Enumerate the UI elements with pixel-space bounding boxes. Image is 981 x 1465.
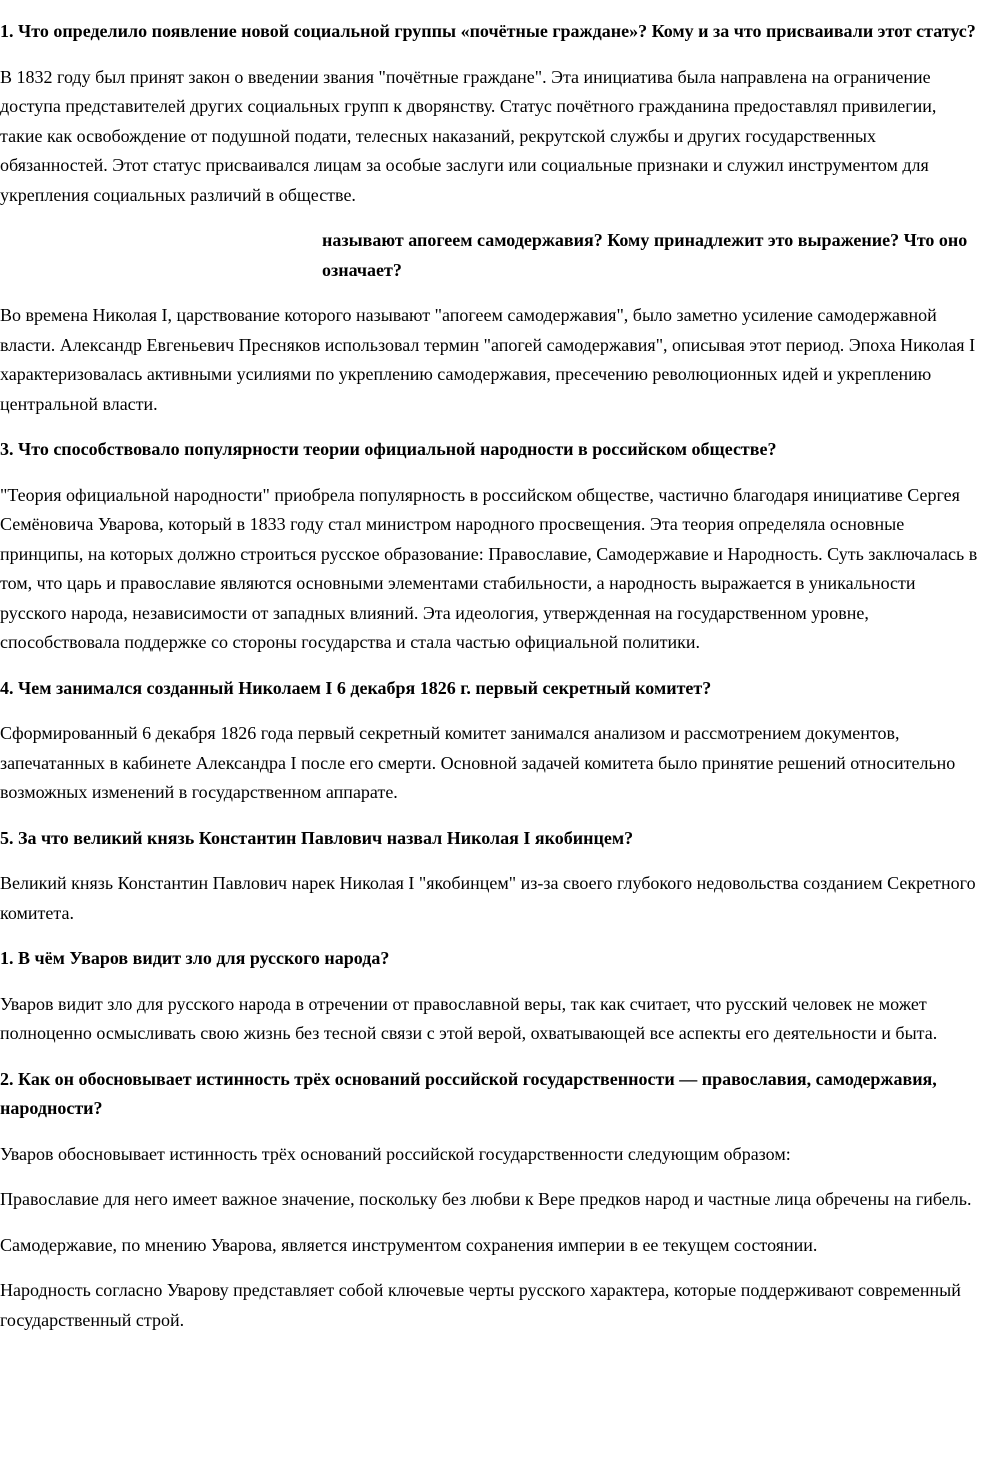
question-heading: называют апогеем самодержавия? Кому принадлежит это выражение? Что оно означает? xyxy=(322,230,968,280)
answer-paragraph: Великий князь Константин Павлович нарек Николая I "якобинцем" из-за своего глубокого недовольства созданием Секретного комитета. xyxy=(0,873,976,923)
qa-section xyxy=(0,435,981,658)
qa-section xyxy=(0,944,981,1049)
answer-paragraph: Народность согласно Уварову представляет собой ключевые черты русского характера, которые поддерживают современный государственный строй. xyxy=(0,1280,961,1330)
answer-paragraph: Сформированный 6 декабря 1826 года первый секретный комитет занимался анализом и рассмотрением документов, запечатанных в кабинете Александра I после его смерти. Основной задачей комитета было принятие решений относительно возможных изменений в государственном аппарате. xyxy=(0,723,956,802)
question-heading: 4. Чем занимался созданный Николаем I 6 декабря 1826 г. первый секретный комитет? xyxy=(0,677,712,698)
answer-paragraph: "Теория официальной народности" приобрела популярность в российском обществе, частично благодаря инициативе Сергея Семёновича Уварова, который в 1833 году стал министром народного просвещения. Эта теория определяла основные принципы, на которых должно строиться русское образование: Православие, Самодержавие и Народность. Суть заключалась в том, что царь и православие являются основными элементами стабильности, а народность выражается в уникальности русского народа, независимости от западных влияний. Эта идеология, утвержденная на государственном уровне, способствовала поддержке со стороны государства и стала частью официальной политики. xyxy=(0,484,978,652)
question-heading: 1. В чём Уваров видит зло для русского народа? xyxy=(0,948,390,968)
answer-paragraph: Самодержавие, по мнению Уварова, является инструментом сохранения империи в ее текущем состоянии. xyxy=(0,1234,818,1255)
qa-section xyxy=(0,1065,981,1336)
question-heading: 3. Что способствовало популярности теории официальной народности в российском обществе? xyxy=(0,439,777,459)
answer-paragraph: Уваров видит зло для русского народа в отречении от православной веры, так как считает, что русский человек не может полноценно осмысливать свою жизнь без тесной связи с этой верой, охватывающей все аспекты его деятельности и быта. xyxy=(0,993,938,1043)
answer-paragraph: Уваров обосновывает истинность трёх оснований российской государственности следующим образом: xyxy=(0,1143,791,1164)
answer-paragraph: Православие для него имеет важное значение, поскольку без любви к Вере предков народ и частные лица обречены на гибель. xyxy=(0,1189,972,1209)
answer-paragraph: Во времена Николая I, царствование которого называют "апогеем самодержавия", было заметно усиление самодержавной власти. Александр Евгеньевич Пресняков использовал термин "апогей самодержавия", описывая этот период. Эпоха Николая I характеризовалась активными усилиями по укреплению самодержавия, пресечению революционных идей и укреплению центральной власти. xyxy=(0,305,976,414)
question-heading: 5. За что великий князь Константин Павлович назвал Николая I якобинцем? xyxy=(0,827,634,848)
question-heading: 2. Как он обосновывает истинность трёх оснований российской государственности — православия, самодержавия, народности? xyxy=(0,1068,937,1118)
qa-section xyxy=(0,17,981,210)
qa-section xyxy=(0,226,981,419)
qa-section xyxy=(0,824,981,929)
qa-section xyxy=(0,674,981,808)
answer-paragraph: В 1832 году был принят закон о введении звания "почётные граждане". Эта инициатива была направлена на ограничение доступа представителей других социальных групп к дворянству. Статус почётного гражданина предоставлял привилегии, такие как освобождение от подушной подати, телесных наказаний, рекрутской службы и других государственных обязанностей. Этот статус присваивался лицам за особые заслуги или социальные признаки и служил инструментом для укрепления социальных различий в обществе. xyxy=(0,66,937,205)
question-heading: 1. Что определило появление новой социальной группы «почётные граждане»? Кому и за что присваивали этот статус? xyxy=(0,21,976,41)
